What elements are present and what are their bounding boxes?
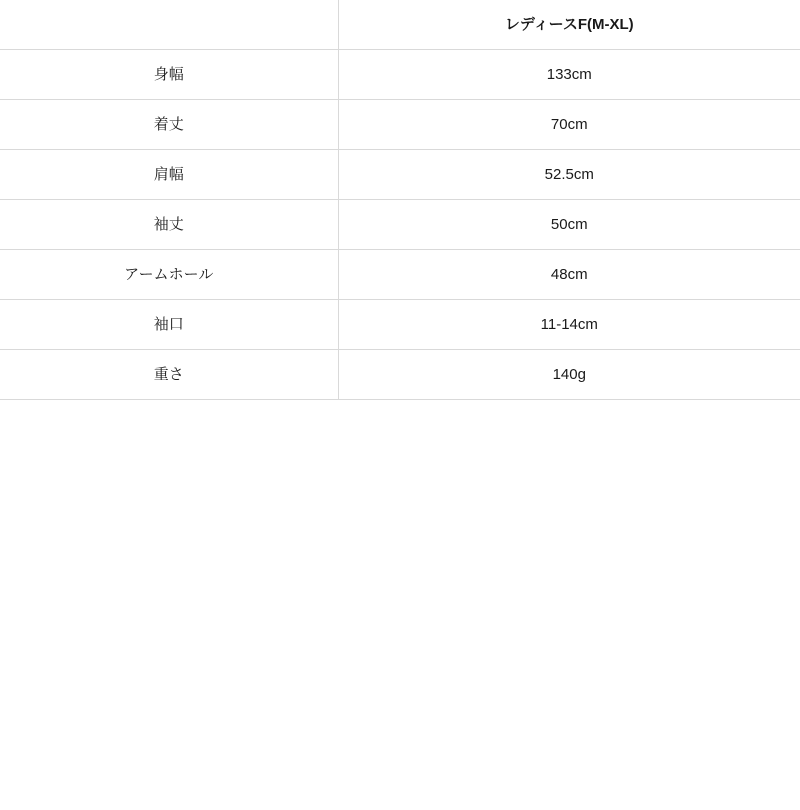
row-value-shoulder-width: 52.5cm	[338, 150, 800, 200]
row-value-weight: 140g	[338, 350, 800, 400]
row-value-armhole: 48cm	[338, 250, 800, 300]
table-row	[0, 350, 800, 400]
table-row	[0, 50, 800, 100]
row-value-body-width: 133cm	[338, 50, 800, 100]
row-value-length: 70cm	[338, 100, 800, 150]
table-body	[0, 50, 800, 400]
table-header-row	[0, 0, 800, 50]
size-specification-table	[0, 0, 800, 400]
page-bottom-whitespace	[0, 400, 800, 810]
row-label-weight: 重さ	[0, 350, 338, 400]
row-label-armhole: アームホール	[0, 250, 338, 300]
row-value-sleeve-length: 50cm	[338, 200, 800, 250]
table-row	[0, 200, 800, 250]
row-label-shoulder-width: 肩幅	[0, 150, 338, 200]
row-label-length: 着丈	[0, 100, 338, 150]
table-row	[0, 100, 800, 150]
table-header-size-label: レディースF(M-XL)	[338, 0, 800, 50]
table-corner-cell	[0, 0, 338, 50]
table-row	[0, 300, 800, 350]
table-row	[0, 250, 800, 300]
table-row	[0, 150, 800, 200]
table-header	[0, 0, 800, 50]
row-value-cuff: 11-14cm	[338, 300, 800, 350]
row-label-body-width: 身幅	[0, 50, 338, 100]
row-label-cuff: 袖口	[0, 300, 338, 350]
row-label-sleeve-length: 袖丈	[0, 200, 338, 250]
